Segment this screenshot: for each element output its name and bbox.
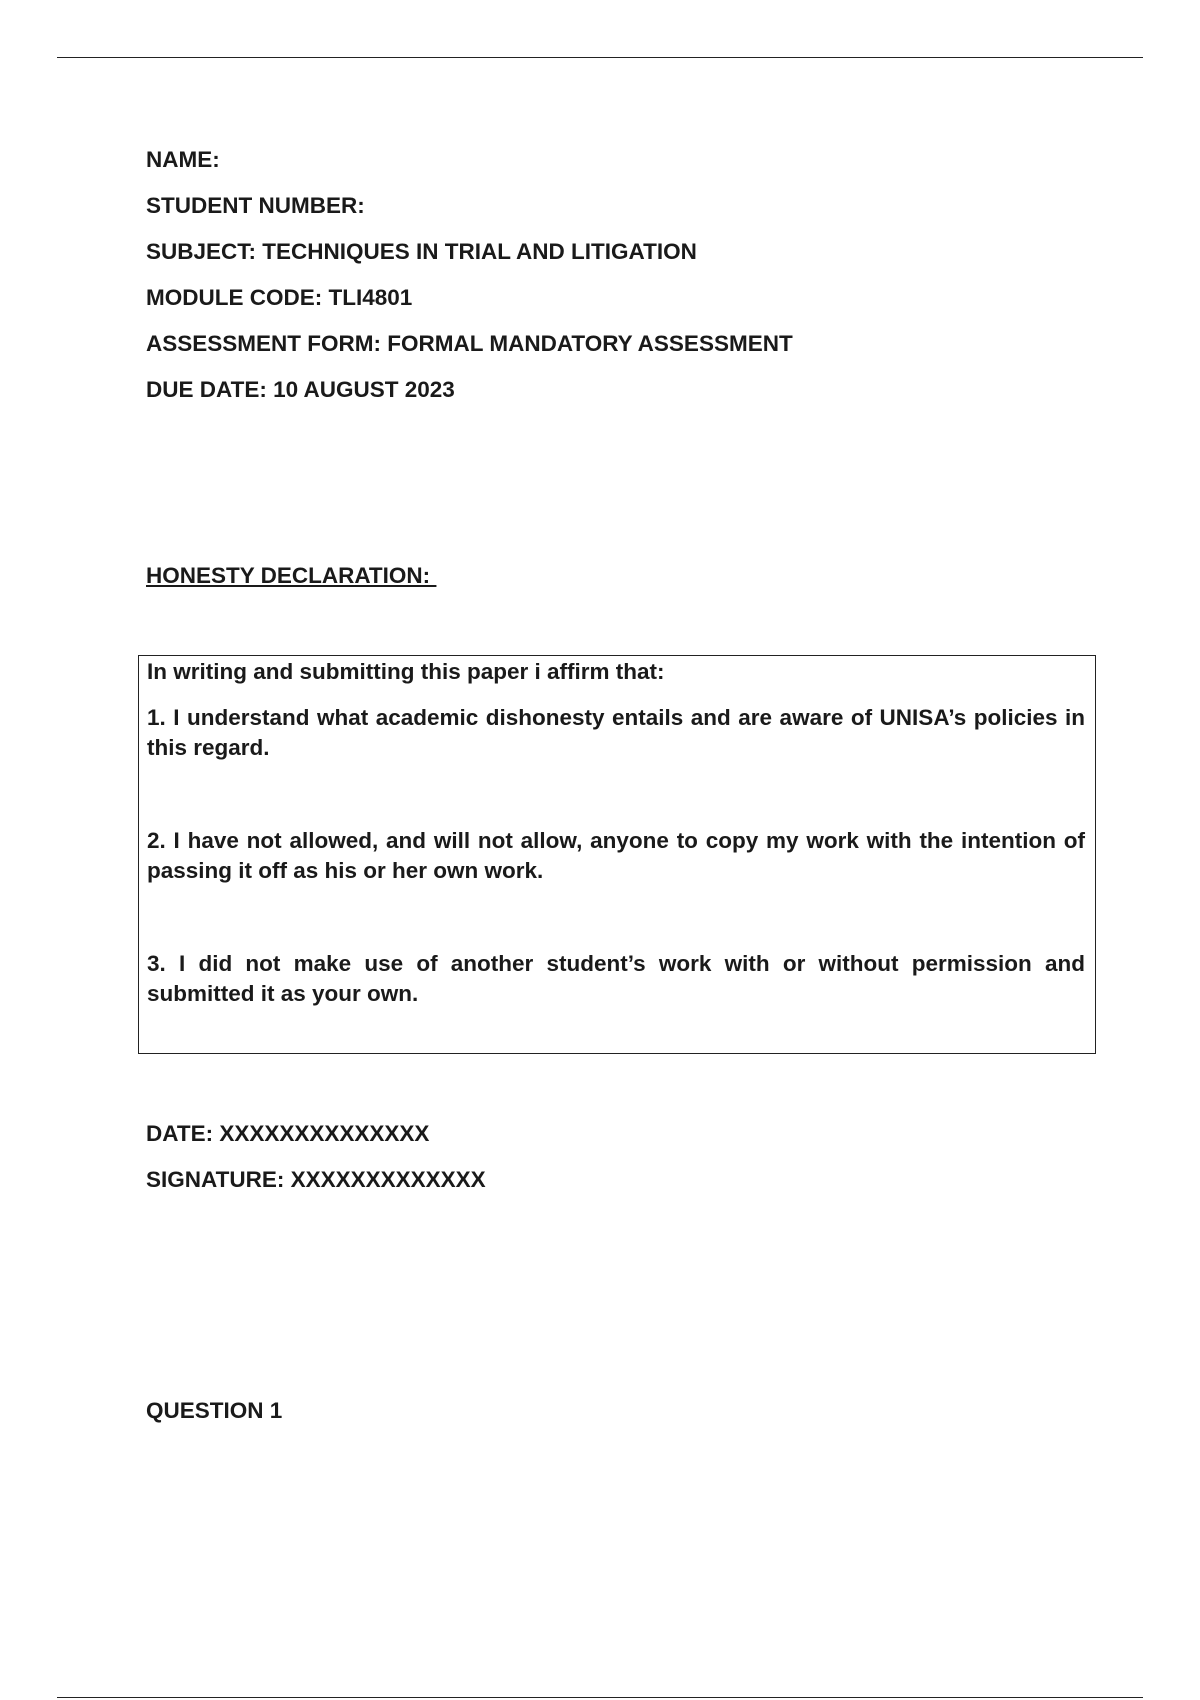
declaration-intro: In writing and submitting this paper i affirm that:: [147, 659, 665, 684]
due-date-field: DUE DATE: 10 AUGUST 2023: [146, 377, 455, 402]
module-code-field: MODULE CODE: TLI4801: [146, 285, 413, 310]
declaration-item-1: 1. I understand what academic dishonesty entails and are aware of UNISA’s policies in this regard.: [147, 705, 1085, 760]
name-field: NAME:: [146, 147, 220, 172]
signature-field: SIGNATURE: XXXXXXXXXXXXX: [146, 1167, 486, 1192]
bottom-rule: [57, 1697, 1143, 1698]
honesty-declaration-heading: HONESTY DECLARATION:: [146, 563, 437, 588]
honesty-declaration-box: [138, 655, 1096, 1054]
subject-field: SUBJECT: TECHNIQUES IN TRIAL AND LITIGATION: [146, 239, 697, 264]
declaration-item-3: 3. I did not make use of another student’s work with or without permission and submitted it as your own.: [147, 951, 1085, 1006]
declaration-item-2: 2. I have not allowed, and will not allow, anyone to copy my work with the intention of passing it off as his or her own work.: [147, 828, 1085, 883]
student-number-field: STUDENT NUMBER:: [146, 193, 365, 218]
question-1-heading: QUESTION 1: [146, 1398, 283, 1423]
assessment-form-field: ASSESSMENT FORM: FORMAL MANDATORY ASSESSMENT: [146, 331, 793, 356]
date-field: DATE: XXXXXXXXXXXXXX: [146, 1121, 430, 1146]
top-rule: [57, 57, 1143, 58]
